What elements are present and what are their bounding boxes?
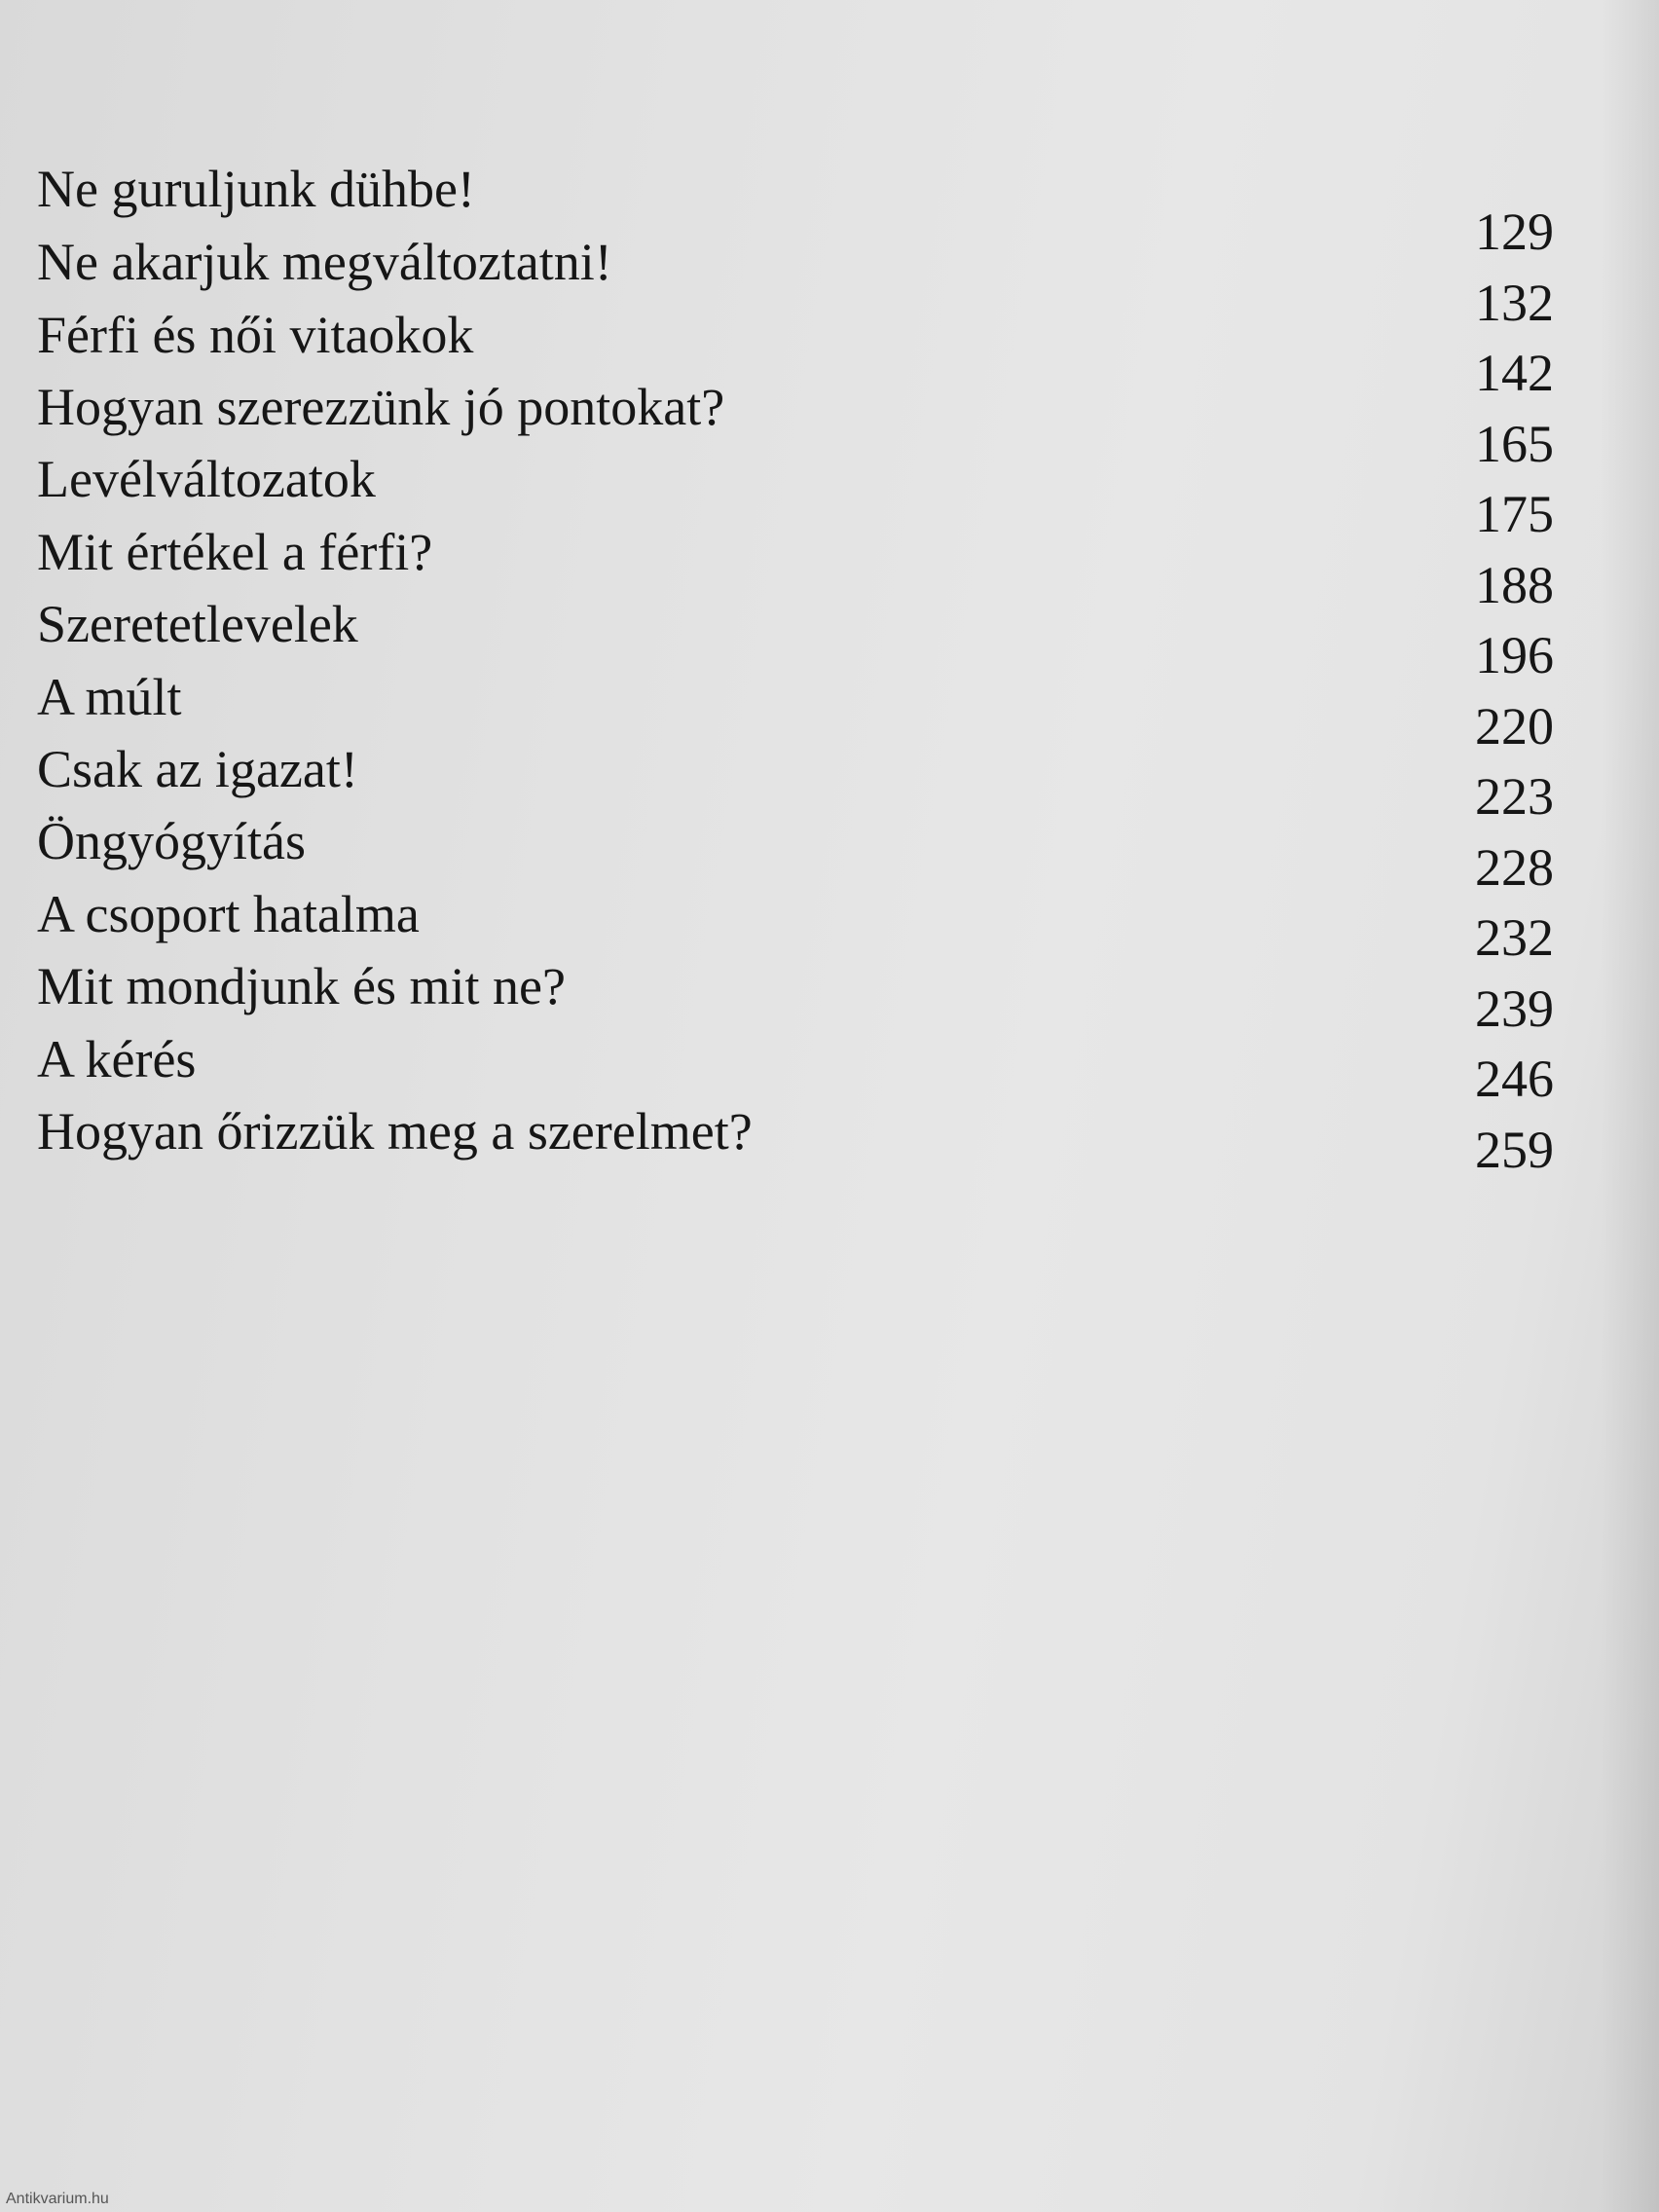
toc-entry-page: 232: [1475, 908, 1554, 967]
toc-entry-page: 196: [1475, 626, 1554, 684]
toc-entry-title: Férfi és női vitaokok: [37, 306, 474, 364]
toc-entry-title: Hogyan szerezzünk jó pontokat?: [37, 378, 725, 436]
toc-entry-title: Szeretetlevelek: [37, 595, 358, 653]
toc-entry-page: 220: [1475, 697, 1554, 756]
toc-entry-title: A múlt: [37, 668, 182, 726]
toc-entry-title: A csoport hatalma: [37, 885, 420, 943]
toc-entry-title: Mit értékel a férfi?: [37, 523, 433, 581]
toc-entry-title: Hogyan őrizzük meg a szerelmet?: [37, 1102, 753, 1161]
toc-entry-page: 228: [1475, 838, 1554, 897]
toc-entry-title: Ne guruljunk dühbe!: [37, 160, 475, 218]
toc-entry-title: Csak az igazat!: [37, 740, 358, 798]
toc-entry-title: Mit mondjunk és mit ne?: [37, 957, 566, 1015]
toc-entry-page: 132: [1475, 274, 1554, 332]
toc-entry-page: 239: [1475, 979, 1554, 1038]
toc-entry-page: 175: [1475, 485, 1554, 543]
toc-entry-page: 188: [1475, 556, 1554, 614]
toc-entry-page: 223: [1475, 767, 1554, 826]
toc-entry-page: 246: [1475, 1050, 1554, 1108]
toc-entry-title: A kérés: [37, 1030, 197, 1088]
watermark: Antikvarium.hu: [6, 2191, 109, 2207]
toc-entry-title: Öngyógyítás: [37, 812, 306, 870]
toc-entry-page: 142: [1475, 344, 1554, 402]
toc-entry-page: 259: [1475, 1121, 1554, 1179]
toc-entry-title: Levélváltozatok: [37, 450, 376, 508]
toc-entry-page: 165: [1475, 415, 1554, 473]
toc-entry-title: Ne akarjuk megváltoztatni!: [37, 233, 612, 291]
toc-entry-page: 129: [1475, 203, 1554, 261]
